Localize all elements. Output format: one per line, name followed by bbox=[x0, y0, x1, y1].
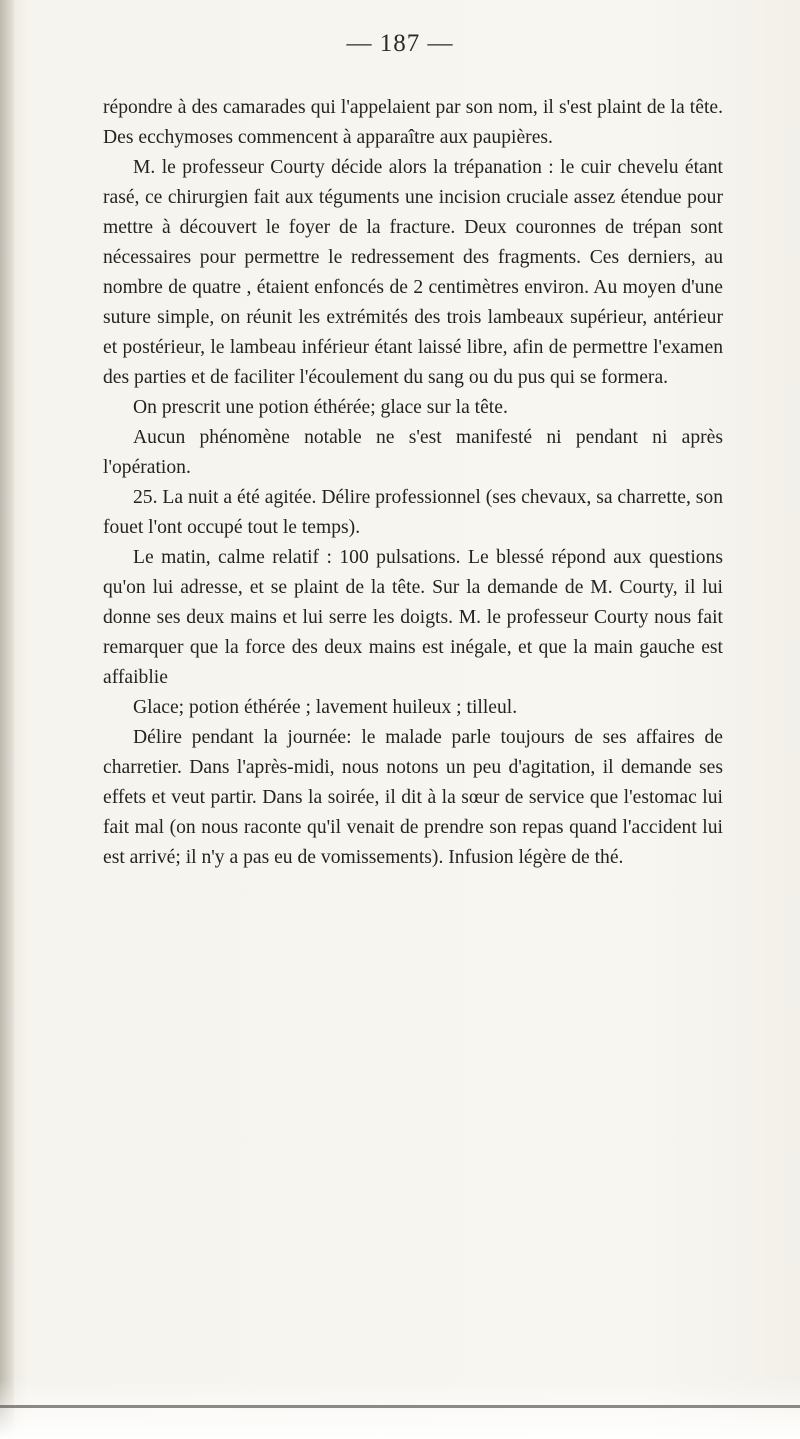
paragraph: Délire pendant la journée: le malade parle toujours de ses affaires de charretier. Dans l'après-midi, nous notons un peu d'agitation, il demande ses effets et veut partir. Dans la soirée, il dit à la sœur de service que l'estomac lui fait mal (on nous raconte qu'il venait de prendre son repas quand l'accident lui est arrivé; il n'y a pas eu de vomissements). Infusion légère de thé. bbox=[103, 727, 723, 868]
paragraph: M. le professeur Courty décide alors la trépanation : le cuir chevelu étant rasé, ce chirurgien fait aux téguments une incision cruciale assez étendue pour mettre à découvert le foyer de la fracture. Deux couronnes de trépan sont nécessaires pour permettre le redressement des fragments. Ces derniers, au nombre de quatre , étaient enfoncés de 2 centimètres environ. Au moyen d'une suture simple, on réunit les extrémités des trois lambeaux supérieur, antérieur et postérieur, le lambeau inférieur étant laissé libre, afin de permettre l'examen des parties et de faciliter l'écoulement du sang ou du pus qui se formera. bbox=[103, 157, 723, 388]
page-number: — 187 — bbox=[346, 30, 454, 57]
paragraph: 25. La nuit a été agitée. Délire professionnel (ses chevaux, sa charrette, son fouet l'ont occupé tout le temps). bbox=[103, 487, 723, 538]
paragraph: répondre à des camarades qui l'appelaient par son nom, il s'est plaint de la tête. Des ecchymoses commencent à apparaître aux paupières. bbox=[103, 97, 723, 148]
paragraph: Glace; potion éthérée ; lavement huileux ; tilleul. bbox=[133, 697, 518, 718]
scan-edge-line bbox=[0, 1405, 800, 1408]
paragraph: Aucun phénomène notable ne s'est manifesté ni pendant ni après l'opération. bbox=[103, 427, 723, 478]
paragraph: On prescrit une potion éthérée; glace sur la tête. bbox=[133, 397, 508, 418]
page-bottom-margin bbox=[0, 1379, 800, 1439]
binding-edge bbox=[0, 0, 14, 1439]
paragraph: Le matin, calme relatif : 100 pulsations. Le blessé répond aux questions qu'on lui adresse, et se plaint de la tête. Sur la demande de M. Courty, il lui donne ses deux mains et lui serre les doigts. M. le professeur Courty nous fait remarquer que la force des deux mains est inégale, et que la main gauche est affaiblie bbox=[103, 547, 723, 688]
body-text bbox=[103, 93, 723, 873]
